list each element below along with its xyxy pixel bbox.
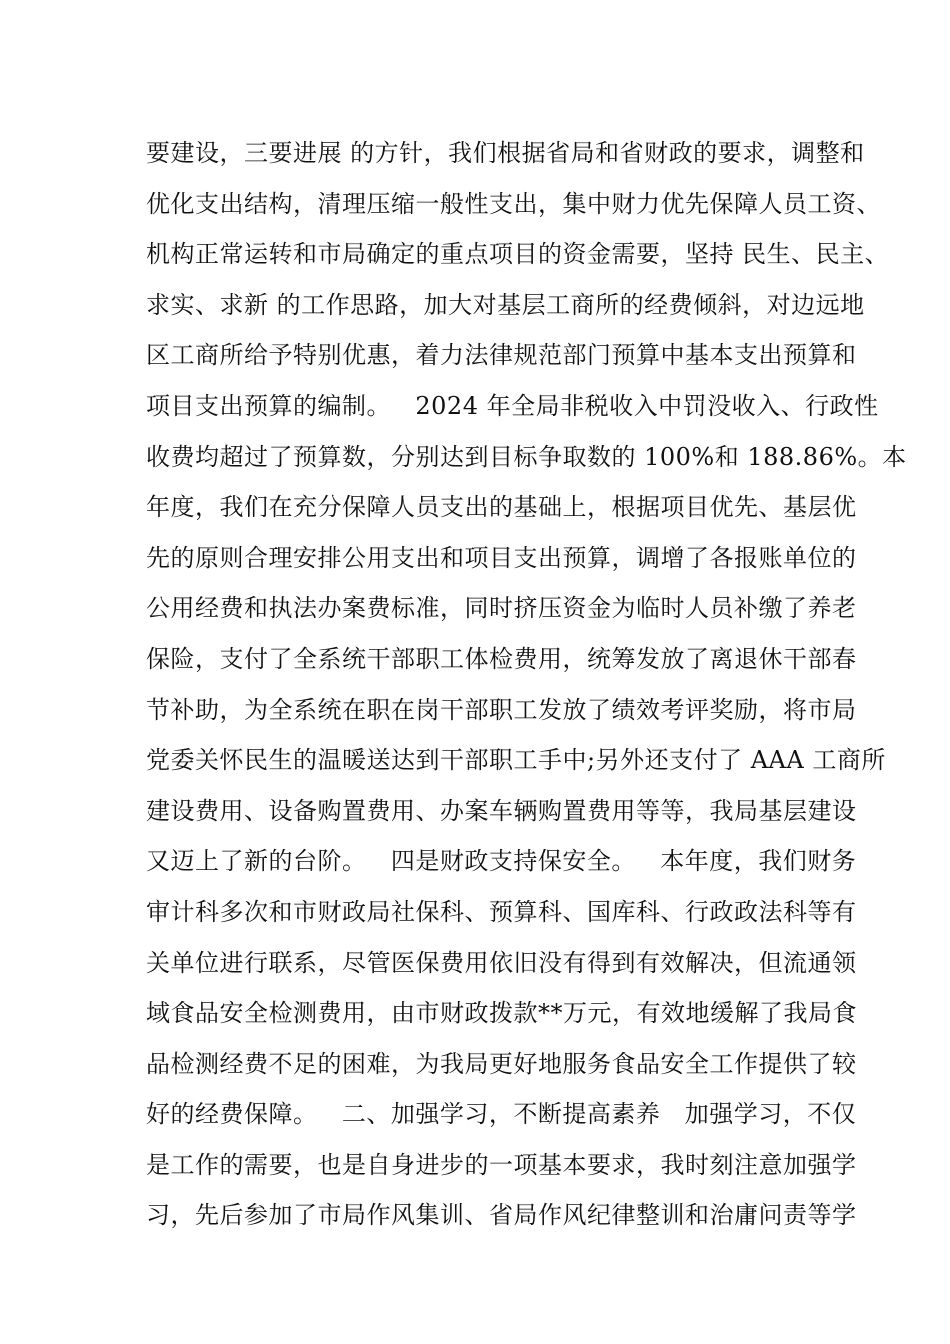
text-line: 年度，我们在充分保障人员支出的基础上，根据项目优先、基层优 bbox=[146, 493, 857, 522]
text-line: 区工商所给予特别优惠，着力法律规范部门预算中基本支出预算和 bbox=[146, 341, 857, 370]
text-line: 项目支出预算的编制。 2024 年全局非税收入中罚没收入、行政性 bbox=[146, 391, 879, 420]
text-line: 优化支出结构，清理压缩一般性支出，集中财力优先保障人员工资、 bbox=[146, 189, 881, 218]
text-line: 关单位进行联系，尽管医保费用依旧没有得到有效解决，但流通领 bbox=[146, 948, 857, 977]
text-line: 又迈上了新的台阶。 四是财政支持保安全。 本年度，我们财务 bbox=[146, 847, 857, 876]
text-line: 收费均超过了预算数，分别达到目标争取数的 100%和 188.86%。本 bbox=[146, 442, 907, 471]
text-line: 保险，支付了全系统干部职工体检费用，统筹发放了离退休干部春 bbox=[146, 644, 857, 673]
text-line: 建设费用、设备购置费用、办案车辆购置费用等等，我局基层建设 bbox=[146, 796, 857, 825]
text-line: 求实、求新 的工作思路，加大对基层工商所的经费倾斜，对边远地 bbox=[146, 290, 865, 319]
text-line: 要建设，三要进展 的方针，我们根据省局和省财政的要求，调整和 bbox=[146, 139, 865, 167]
text-line: 好的经费保障。 二、加强学习，不断提高素养 加强学习，不仅 bbox=[146, 1100, 857, 1129]
body-text bbox=[146, 133, 907, 1246]
text-line: 是工作的需要，也是自身进步的一项基本要求，我时刻注意加强学 bbox=[146, 1150, 857, 1179]
text-line: 机构正常运转和市局确定的重点项目的资金需要，坚持 民生、民主、 bbox=[146, 240, 890, 269]
text-line: 习，先后参加了市局作风集训、省局作风纪律整训和治庸问责等学 bbox=[146, 1201, 857, 1230]
text-line: 先的原则合理安排公用支出和项目支出预算，调增了各报账单位的 bbox=[146, 543, 857, 572]
text-line: 审计科多次和市财政局社保科、预算科、国库科、行政政法科等有 bbox=[146, 897, 857, 926]
text-line: 节补助，为全系统在职在岗干部职工发放了绩效考评奖励，将市局 bbox=[146, 695, 857, 724]
text-line: 公用经费和执法办案费标准，同时挤压资金为临时人员补缴了养老 bbox=[146, 594, 857, 623]
text-line: 党委关怀民生的温暖送达到干部职工手中;另外还支付了 AAA 工商所 bbox=[146, 746, 886, 775]
text-line: 品检测经费不足的困难，为我局更好地服务食品安全工作提供了较 bbox=[146, 1049, 857, 1078]
text-line: 域食品安全检测费用，由市财政拨款**万元，有效地缓解了我局食 bbox=[146, 999, 857, 1028]
